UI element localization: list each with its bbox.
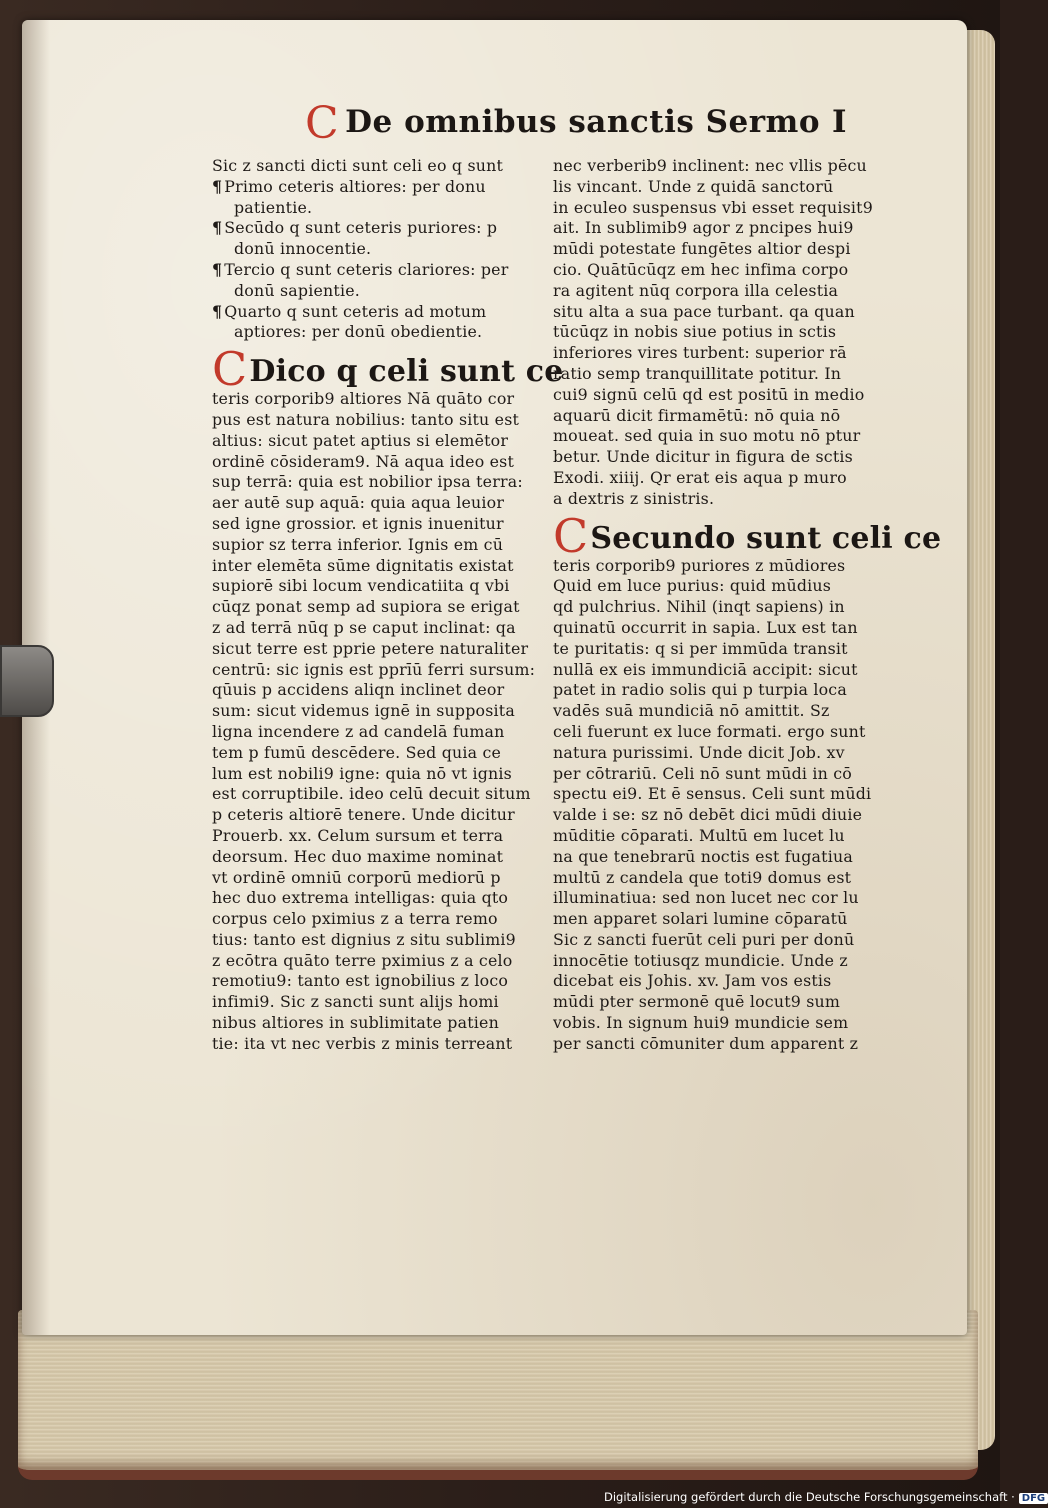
item-text: Tercio q sunt ceteris clariores: per	[224, 259, 509, 279]
text-line: z ecōtra quāto terre pximius z a celo	[212, 950, 513, 970]
section-rubric-initial: C	[212, 342, 248, 397]
text-line: ordinē cōsideram9. Nā aqua ideo est	[212, 451, 515, 471]
text-line: ait. In sublimib9 agor z pncipes hui9	[553, 218, 854, 238]
text-line: mūditie cōparati. Multū em lucet lu	[553, 825, 845, 845]
left-column	[212, 156, 564, 1055]
text-line: illuminatiua: sed non lucet nec cor lu	[553, 888, 859, 908]
pilcrow-icon: ¶	[212, 301, 223, 321]
text-line: est corruptibile. ideo celū decuit situm	[212, 784, 531, 804]
text-line: aer autē sup aquā: quia aqua leuior	[212, 493, 505, 513]
text-line: supiorē sibi locum vendicatiita q vbi	[212, 576, 510, 596]
text-line: aptiores: per donū obedientie.	[234, 322, 483, 342]
text-line: lis vincant. Unde z quidā sanctorū	[553, 176, 834, 196]
text-line: aquarū dicit firmamētū: nō quia nō	[553, 405, 841, 425]
right-section-body	[553, 556, 883, 1055]
page-clip	[0, 645, 54, 717]
text-line: pus est natura nobilius: tanto situ est	[212, 409, 520, 429]
text-line: spectu ei9. Et ē sensus. Celi sunt mūdi	[553, 784, 872, 804]
text-line: supior sz terra inferior. Ignis em cū	[212, 534, 504, 554]
text-line: hec duo extrema intelligas: quia qto	[212, 888, 509, 908]
text-line: lum est nobili9 igne: quia nō vt ignis	[212, 763, 512, 783]
text-line: sicut terre est pprie petere naturaliter	[212, 638, 529, 658]
text-line: per cōtrariū. Celi nō sunt mūdi in cō	[553, 763, 852, 783]
section-rubric-initial: C	[553, 508, 589, 563]
book-page-stack	[18, 1310, 978, 1480]
text-line: Exodi. xiiij. Qr erat eis aqua p muro	[553, 467, 847, 487]
text-line: ratio semp tranquillitate potitur. In	[553, 363, 842, 383]
text-line: celi fuerunt ex luce formati. ergo sunt	[553, 721, 866, 741]
section-cap-text: Secundo sunt celi ce	[590, 520, 942, 556]
text-line: sed igne grossior. et ignis inuenitur	[212, 513, 504, 533]
section-capital-line	[212, 342, 564, 397]
text-line: tius: tanto est dignius z situ sublimi9	[212, 929, 516, 949]
text-line: Prouerb. xx. Celum sursum et terra	[212, 825, 504, 845]
text-line: moueat. sed quia in suo motu nō ptur	[553, 426, 861, 446]
text-line: infimi9. Sic z sancti sunt alijs homi	[212, 992, 499, 1012]
text-line: nullā ex eis immundiciā accipit: sicut	[553, 659, 858, 679]
text-line: te puritatis: q si per immūda transit	[553, 638, 848, 658]
text-line: vadēs suā mundiciā nō amittit. Sz	[553, 701, 830, 721]
text-line: p ceteris altiorē tenere. Unde dicitur	[212, 805, 515, 825]
text-line: vt ordinē omniū corporū mediorū p	[212, 867, 501, 887]
text-line: sum: sicut videmus ignē in supposita	[212, 701, 515, 721]
text-line: multū z candela que toti9 domus est	[553, 867, 852, 887]
dfg-logo: DFG	[1019, 1493, 1048, 1504]
text-line: innocētie totiusqz mundicie. Unde z	[553, 950, 848, 970]
text-line: patet in radio solis qui p turpia loca	[553, 680, 847, 700]
text-line: valde i se: sz nō debēt dici mūdi diuie	[553, 805, 863, 825]
heading-rubric-initial: C	[305, 98, 340, 149]
text-line: tie: ita vt nec verbis z minis terreant	[212, 1033, 513, 1053]
text-line: situ alta a sua pace turbant. qa quan	[553, 301, 855, 321]
text-line: sup terrā: quia est nobilior ipsa terra:	[212, 472, 523, 492]
text-line: patientie.	[234, 197, 313, 217]
text-line: quinatū occurrit in sapia. Lux est tan	[553, 617, 858, 637]
digitization-credit	[604, 1490, 1048, 1508]
text-line: vobis. In signum hui9 mundicie sem	[553, 1013, 849, 1033]
text-line: a dextris z sinistris.	[553, 488, 715, 508]
text-line: Sic z sancti fuerūt celi puri per donū	[553, 929, 855, 949]
text-line: Quid em luce purius: quid mūdius	[553, 576, 832, 596]
text-line: mūdi potestate fungētes altior despi	[553, 239, 851, 259]
pilcrow-icon: ¶	[212, 176, 223, 196]
text-line	[212, 260, 542, 281]
text-line: remotiu9: tanto est ignobilius z loco	[212, 971, 509, 991]
text-line	[212, 302, 542, 323]
text-line: per sancti cōmuniter dum apparent z	[553, 1033, 859, 1053]
text-line: nibus altiores in sublimitate patien	[212, 1013, 499, 1033]
sermon-number: I	[832, 104, 848, 140]
item-text: Primo ceteris altiores: per donu	[224, 176, 486, 196]
text-line: corpus celo pximius z a terra remo	[212, 909, 498, 929]
text-line: nec verberib9 inclinent: nec vllis pēcu	[553, 156, 867, 175]
text-line: altius: sicut patet aptius si elemētor	[212, 430, 509, 450]
text-line: natura purissimi. Unde dicit Job. xv	[553, 742, 845, 762]
text-line: inter elemēta sūme dignitatis existat	[212, 555, 514, 575]
text-line: betur. Unde dicitur in figura de sctis	[553, 447, 853, 467]
text-line: na que tenebrarū noctis est fugatiua	[553, 846, 853, 866]
item-text: Secūdo q sunt ceteris puriores: p	[224, 218, 498, 238]
text-line: cūqz ponat semp ad supiora se erigat	[212, 597, 520, 617]
left-section-body	[212, 389, 542, 1055]
text-line: donū innocentie.	[234, 239, 372, 259]
text-line: inferiores vires turbent: superior rā	[553, 343, 847, 363]
text-line: tem p fumū descēdere. Sed quia ce	[212, 742, 502, 762]
text-line: qd pulchrius. Nihil (inqt sapiens) in	[553, 597, 845, 617]
text-line: centrū: sic ignis est pprīū ferri sursum:	[212, 659, 536, 679]
section-capital-line	[553, 508, 942, 563]
text-line: in eculeo suspensus vbi esset requisit9	[553, 197, 873, 217]
text-line: mūdi pter sermonē quē locut9 sum	[553, 992, 841, 1012]
credit-text: Digitalisierung gefördert durch die Deutsche Forschungsgemeinschaft ·	[604, 1490, 1015, 1504]
text-line: donū sapientie.	[234, 280, 360, 300]
page-heading	[305, 98, 848, 150]
section-cap-text: Dico q celi sunt ce	[249, 354, 564, 390]
text-line: qūuis p accidens aliqn inclinet deor	[212, 680, 505, 700]
text-line: z ad terrā nūq p se caput inclinat: qa	[212, 617, 516, 637]
item-text: Quarto q sunt ceteris ad motum	[224, 301, 487, 321]
right-column	[553, 156, 942, 1055]
text-line: teris corporib9 puriores z mūdiores	[553, 555, 846, 575]
heading-title: De omnibus sanctis Sermo	[345, 104, 821, 140]
pilcrow-icon: ¶	[212, 259, 223, 279]
text-line: tūcūqz in nobis siue potius in sctis	[553, 322, 837, 342]
text-line	[212, 218, 542, 239]
text-line: teris corporib9 altiores Nā quāto cor	[212, 389, 515, 409]
pilcrow-icon: ¶	[212, 218, 223, 238]
text-line: deorsum. Hec duo maxime nominat	[212, 846, 504, 866]
text-line: cio. Quātūcūqz em hec infima corpo	[553, 259, 849, 279]
text-line: dicebat eis Johis. xv. Jam vos estis	[553, 971, 832, 991]
text-line	[212, 177, 542, 198]
right-top-body	[553, 156, 883, 510]
text-line: cui9 signū celū qd est positū in medio	[553, 384, 865, 404]
text-line: ligna incendere z ad candelā fuman	[212, 721, 505, 741]
text-line: Sic z sancti dicti sunt celi eo q sunt	[212, 156, 504, 175]
text-line: men apparet solari lumine cōparatū	[553, 909, 848, 929]
text-line: ra agitent nūq corpora illa celestia	[553, 280, 839, 300]
